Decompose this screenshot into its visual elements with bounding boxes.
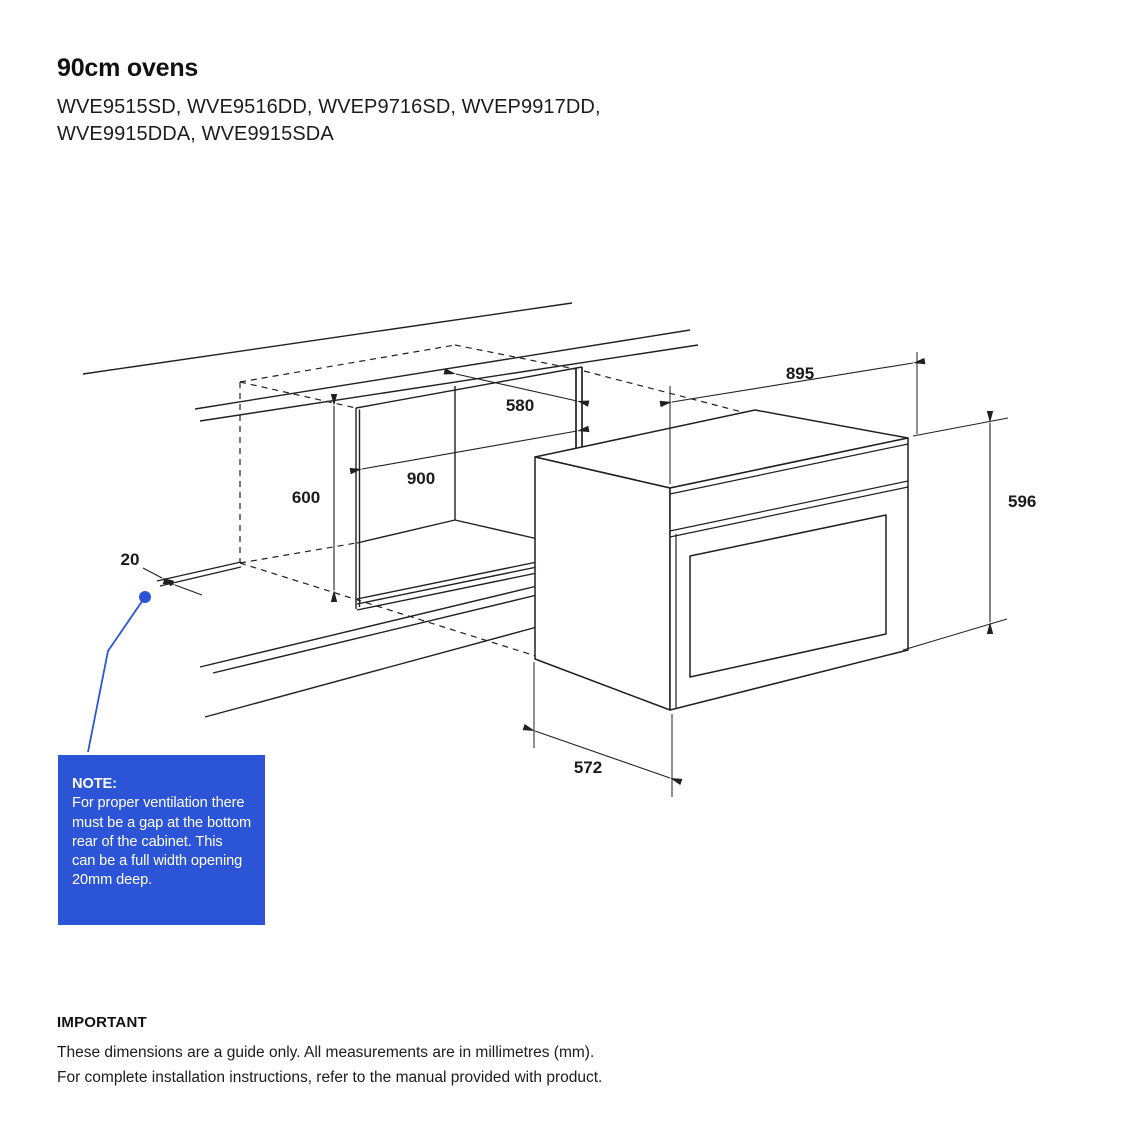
note-line: must be a gap at the bottom	[72, 814, 252, 831]
dim-label-cutout-depth: 580	[505, 396, 535, 415]
note-title: NOTE:	[72, 776, 117, 792]
note-leader	[88, 591, 151, 752]
important-body	[57, 1040, 602, 1090]
important-line1: These dimensions are a guide only. All measurements are in millimetres (mm).	[57, 1044, 595, 1061]
vent-gap-line	[157, 562, 241, 581]
note-line: can be a full width opening	[72, 853, 243, 870]
dim-label-oven-width: 895	[785, 364, 815, 383]
important-title: IMPORTANT	[57, 1014, 147, 1031]
dimension-oven-height	[903, 418, 1008, 650]
note-box	[58, 755, 265, 925]
important-section	[57, 1014, 602, 1090]
note-line: 20mm deep.	[72, 872, 153, 889]
note-leader-dot	[139, 591, 151, 603]
dim-label-oven-height: 596	[1008, 492, 1037, 511]
page-title: 90cm ovens	[57, 54, 199, 82]
dimension-rear-gap	[143, 568, 202, 595]
model-list-line2: WVE9915DDA, WVE9915SDA	[57, 123, 334, 145]
note-line: For proper ventilation there	[72, 795, 245, 812]
dim-label-cutout-width: 900	[406, 469, 436, 488]
model-list-line1: WVE9515SD, WVE9516DD, WVEP9716SD, WVEP9917DD,	[57, 96, 601, 118]
oven-left-face	[535, 457, 670, 710]
vent-gap-line	[160, 567, 241, 586]
dim-label-oven-depth: 572	[573, 758, 603, 777]
important-line2: For complete installation instructions, refer to the manual provided with product.	[57, 1069, 603, 1086]
oven	[535, 410, 908, 710]
note-line: rear of the cabinet. This	[72, 833, 223, 850]
dim-label-rear-gap: 20	[120, 550, 140, 569]
dim-label-cutout-height: 600	[291, 488, 321, 507]
